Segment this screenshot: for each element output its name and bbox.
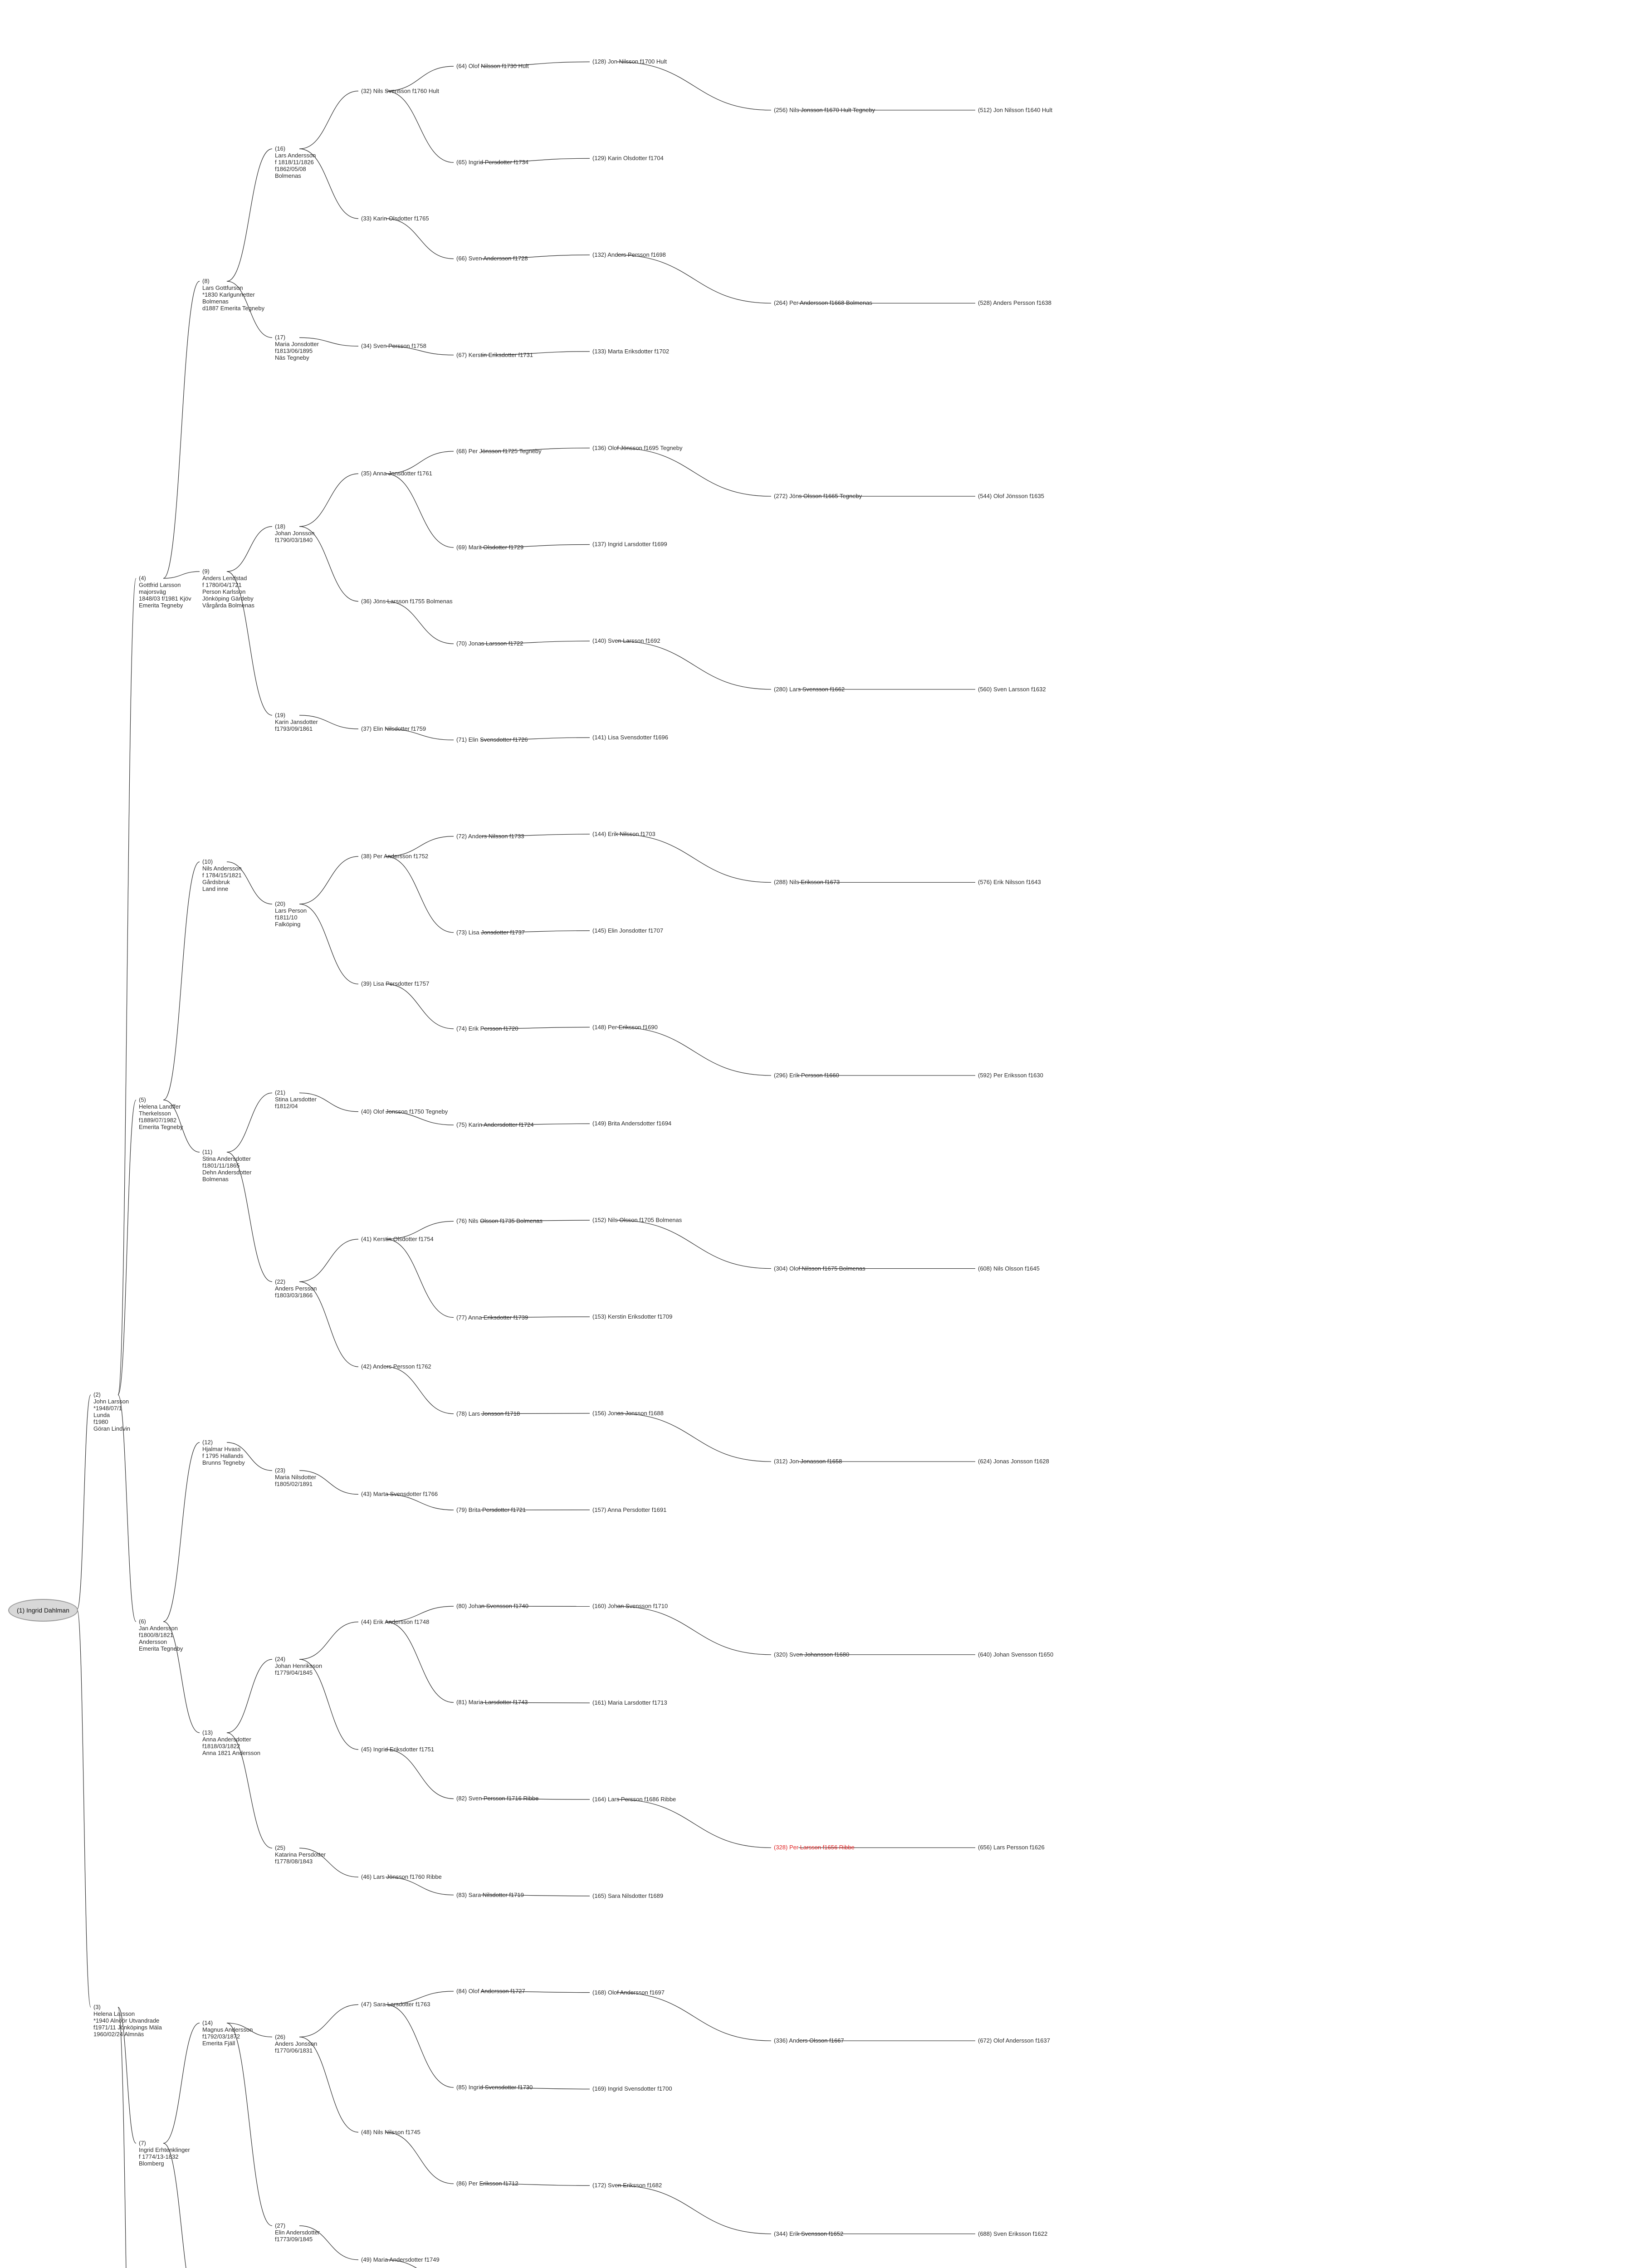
connector-line [227,527,272,572]
connector-line [617,1220,771,1268]
connector-line [118,1100,136,1395]
person-node[interactable]: (312) Jon Jonasson f1658 [774,1458,842,1465]
person-node[interactable]: (137) Ingrid Larsdotter f1699 [592,541,667,548]
person-node[interactable]: (160) Johan Svensson f1710 [592,1603,668,1610]
person-node[interactable]: (140) Sven Larsson f1692 [592,637,660,645]
person-node[interactable]: (76) Nils Olsson f1735 Bolmenas [456,1217,543,1225]
person-node[interactable]: (11) Stina Andersdotter f1801/11/1865 Dehn Andersdotter Bolmenas [202,1149,252,1183]
connector-line [617,62,771,110]
connector-line [227,1659,272,1733]
person-node[interactable]: (43) Marta Svensdotter f1766 [361,1491,438,1498]
person-node[interactable]: (78) Lars Jonsson f1718 [456,1410,520,1417]
person-node[interactable]: (19) Karin Jansdotter f1793/09/1861 [275,711,318,732]
person-node[interactable]: (129) Karin Olsdotter f1704 [592,155,664,162]
connector-line [386,1750,454,1799]
person-node[interactable]: (84) Olof Andersson f1727 [456,1987,525,1994]
person-node[interactable]: (336) Anders Olsson f1667 [774,2037,844,2044]
person-node[interactable]: (68) Per Jönsson f1725 Tegneby [456,447,542,455]
person-node[interactable]: (576) Erik Nilsson f1643 [978,879,1041,886]
person-node[interactable]: (544) Olof Jönsson f1635 [978,493,1044,500]
connector-line [299,91,358,149]
connector-line [386,856,454,933]
connector-line [299,904,358,984]
person-node[interactable]: (152) Nils Olsson f1705 Bolmenas [592,1217,682,1224]
person-node[interactable]: (288) Nils Eriksson f1673 [774,879,840,886]
connector-line [617,834,771,882]
person-node[interactable]: (10) Nils Andersson f 1784/15/1821 Gårdsbruk Land inne [202,858,242,892]
person-node[interactable]: (22) Anders Persson f1803/03/1866 [275,1278,317,1299]
person-node[interactable]: (168) Olof Andersson f1697 [592,1989,665,1996]
person-node[interactable]: (688) Sven Eriksson f1622 [978,2230,1048,2237]
connector-line [386,219,454,259]
person-node[interactable]: (144) Erik Nilsson f1703 [592,830,655,837]
person-node[interactable]: (16) Lars Andersson f 1818/11/1826 f1862/05/08 Bolmenas [275,145,316,180]
connector-line [617,1027,771,1075]
person-node[interactable]: (83) Sara Nilsdotter f1719 [456,1891,524,1898]
connector-line [386,2004,454,2087]
person-node[interactable]: (32) Nils Svensson f1760 Hult [361,87,439,94]
person-node[interactable]: (164) Lars Persson f1686 Ribbe [592,1796,676,1803]
person-node[interactable]: (320) Sven Johansson f1680 [774,1651,850,1658]
person-node[interactable]: (304) Olof Nilsson f1675 Bolmenas [774,1265,865,1272]
connector-line [163,862,200,1100]
person-node[interactable]: (82) Sven Persson f1716 Ribbe [456,1795,539,1802]
person-node[interactable]: (79) Brita Persdotter f1721 [456,1506,526,1513]
person-node[interactable]: (47) Sara Larsdotter f1763 [361,2001,430,2008]
person-node[interactable]: (21) Stina Larsdotter f1812/04 [275,1089,317,1110]
person-node[interactable]: (7) Ingrid Erhtenklinger f 1774/13-1832 Blomberg [139,2140,190,2167]
connector-line [299,2004,358,2037]
person-node[interactable]: (71) Elin Svensdotter f1726 [456,736,528,743]
connector-line [386,91,454,163]
person-node[interactable]: (608) Nils Olsson f1645 [978,1265,1040,1272]
connector-line [299,1622,358,1660]
person-node[interactable]: (86) Per Eriksson f1712 [456,2180,518,2187]
person-node[interactable]: (49) Maria Andersdotter f1749 [361,2256,440,2263]
person-node[interactable]: (344) Erik Svensson f1652 [774,2230,844,2237]
connector-line [77,1609,91,2007]
person-node[interactable]: (2) John Larsson *1948/07/1 Lunda f1980 Göran Lindvin [93,1391,130,1432]
person-node[interactable]: (24) Johan Henriksson f1779/04/1845 [275,1656,323,1677]
person-node[interactable]: (85) Ingrid Svensdotter f1730 [456,2084,533,2091]
person-node[interactable]: (77) Anna Eriksdotter f1739 [456,1314,528,1321]
connector-line [617,255,771,303]
person-node[interactable]: (161) Maria Larsdotter f1713 [592,1699,667,1706]
connector-line [163,281,200,578]
person-node[interactable]: (169) Ingrid Svensdotter f1700 [592,2085,672,2092]
person-node[interactable]: (67) Kerstin Eriksdotter f1731 [456,351,533,358]
connector-line [299,856,358,904]
person-node[interactable]: (12) Hjalmar Hvass f 1795 Hallands Brunns Tegneby [202,1439,245,1466]
person-node[interactable]: (81) Maria Larsdotter f1743 [456,1699,528,1706]
person-node[interactable]: (48) Nils Nilsson f1745 [361,2128,420,2136]
person-node[interactable]: (80) Johan Svensson f1740 [456,1603,528,1610]
person-node[interactable]: (65) Ingrid Persdotter f1734 [456,159,528,166]
person-node[interactable]: (4) Gottfrid Larsson majorsväg 1848/03 f/1981 Kjöv Emerita Tegneby [139,575,191,609]
person-node[interactable]: (153) Kerstin Eriksdotter f1709 [592,1313,673,1320]
person-node[interactable]: (656) Lars Persson f1626 [978,1844,1045,1851]
person-node[interactable]: (39) Lisa Persdotter f1757 [361,980,430,987]
connector-line [118,578,136,1395]
person-node[interactable]: (280) Lars Svensson f1662 [774,685,845,693]
person-node[interactable]: (20) Lars Person f1811/10 Falköping [275,900,307,928]
connector-line [227,1093,272,1152]
connector-line [386,474,454,547]
person-node[interactable]: (70) Jonas Larsson f1722 [456,640,523,647]
person-node[interactable]: (40) Olof Jonsson f1750 Tegneby [361,1108,448,1115]
person-node[interactable]: (136) Olof Jönsson f1695 Tegneby [592,444,683,451]
person-node[interactable]: (148) Per Eriksson f1690 [592,1023,658,1031]
root-person-node[interactable]: (1) Ingrid Dahlman [8,1599,78,1622]
person-node[interactable]: (296) Erik Persson f1660 [774,1071,839,1079]
connector-line [617,641,771,689]
connector-line [227,149,272,281]
connector-line [77,1395,91,1609]
connector-line [299,474,358,526]
connector-line [299,1239,358,1282]
connector-line [163,1442,200,1622]
person-node[interactable]: (69) Marit Olsdotter f1729 [456,544,524,551]
person-node[interactable]: (5) Helena Landffer Therkelsson f1889/07/1982 Emerita Tegneby [139,1096,183,1130]
person-node[interactable]: (14) Magnus Andersson f1792/03/1872 Emerita Fjäll [202,2019,253,2047]
person-node[interactable]: (328) Per Larsson f1656 Ribbe [774,1844,855,1851]
person-node[interactable]: (512) Jon Nilsson f1640 Hult [978,106,1053,113]
person-node[interactable]: (44) Erik Andersson f1748 [361,1618,430,1625]
person-node[interactable]: (41) Kerstin Olsdotter f1754 [361,1235,434,1242]
person-node[interactable]: (256) Nils Jonsson f1670 Hult Tegneby [774,106,875,113]
person-node[interactable]: (592) Per Eriksson f1630 [978,1071,1043,1079]
connector-line [617,448,771,496]
person-node[interactable]: (156) Jonas Jonsson f1688 [592,1409,664,1417]
person-node[interactable]: (141) Lisa Svensdotter f1696 [592,734,668,741]
person-node[interactable]: (6) Jan Andersson f1800/8/1821 Andersson Emerita Tegneby [139,1618,183,1652]
connector-line [617,1413,771,1461]
person-node[interactable]: (46) Lars Jönsson f1760 Ribbe [361,1873,442,1881]
person-node[interactable]: (157) Anna Persdotter f1691 [592,1506,667,1513]
person-node[interactable]: (672) Olof Andersson f1637 [978,2037,1050,2044]
person-node[interactable]: (13) Anna Andersdotter f1818/03/1822 Anna 1821 Andersson [202,1729,260,1756]
person-node[interactable]: (38) Per Andersson f1752 [361,853,429,860]
person-node[interactable]: (42) Anders Persson f1762 [361,1363,431,1370]
person-node[interactable]: (8) Lars Gottfurson *1830 Karlgunnetter Bolmenas d1887 Emerita Tegneby [202,278,265,312]
person-node[interactable]: (3) Helena Larsson *1940 Alnöör Utvandrade f1971/11 Jönköpings Mäla 1960/02/24 Almnäs [93,2004,162,2038]
person-node[interactable]: (66) Sven Andersson f1728 [456,255,528,262]
person-node[interactable]: (560) Sven Larsson f1632 [978,685,1046,693]
person-node[interactable]: (18) Johan Jonsson f1790/03/1840 [275,523,315,543]
person-node[interactable]: (35) Anna Jonsdotter f1761 [361,470,432,477]
connector-line [163,2023,200,2143]
person-node[interactable]: (33) Karin Olsdotter f1765 [361,215,429,222]
person-node[interactable]: (36) Jöns Larsson f1755 Bolmenas [361,597,453,605]
person-node[interactable]: (624) Jonas Jonsson f1628 [978,1458,1049,1465]
person-node[interactable]: (172) Sven Eriksson f1682 [592,2182,662,2189]
connector-line [227,2023,272,2226]
connector-line [617,1799,771,1848]
connector-line [386,601,454,644]
connector-line [617,1993,771,2041]
connector-line [617,1606,771,1654]
person-node[interactable]: (165) Sara Nilsdotter f1689 [592,1892,664,1899]
person-node[interactable]: (17) Maria Jonsdotter f1813/06/1895 Näs Tegneby [275,334,319,362]
person-node[interactable]: (26) Anders Jonsson f1770/06/1831 [275,2033,318,2054]
person-node[interactable]: (145) Elin Jonsdotter f1707 [592,927,664,934]
connector-line [386,1239,454,1318]
connector-line [386,2132,454,2184]
person-node[interactable]: (64) Olof Nilsson f1730 Hult [456,63,529,70]
person-node[interactable]: (9) Anders Lendstad f 1780/04/1721 Person Karlsson Jönköping Gärdeby Vårgårda Bolmenas [202,568,254,609]
person-node[interactable]: (264) Per Andersson f1668 Bolmenas [774,299,872,307]
person-node[interactable]: (72) Anders Nilsson f1733 [456,832,524,840]
person-node[interactable]: (45) Ingrid Eriksdotter f1751 [361,1745,435,1753]
connector-line [386,1367,454,1414]
person-node[interactable]: (23) Maria Nilsdotter f1805/02/1891 [275,1466,317,1487]
person-node[interactable]: (640) Johan Svensson f1650 [978,1651,1054,1658]
person-node[interactable]: (75) Karin Andersdotter f1724 [456,1121,534,1129]
person-node[interactable]: (133) Marta Eriksdotter f1702 [592,347,670,355]
person-node[interactable]: (149) Brita Andersdotter f1694 [592,1120,672,1127]
person-node[interactable]: (128) Jon Nilsson f1700 Hult [592,58,667,65]
person-node[interactable]: (73) Lisa Jonsdotter f1737 [456,929,525,936]
person-node[interactable]: (528) Anders Persson f1638 [978,299,1051,307]
person-node[interactable]: (25) Katarina Persdotter f1778/08/1843 [275,1844,326,1865]
person-node[interactable]: (272) Jöns Olsson f1665 Tegneby [774,493,862,500]
person-node[interactable]: (74) Erik Persson f1720 [456,1025,518,1032]
person-node[interactable]: (132) Anders Persson f1698 [592,251,666,259]
connector-line [386,1622,454,1703]
person-node[interactable]: (37) Elin Nilsdotter f1759 [361,725,426,732]
connector-line [617,2185,771,2234]
person-node[interactable]: (34) Sven Persson f1758 [361,342,426,350]
person-node[interactable]: (27) Elin Andersdotter f1773/09/1845 [275,2222,320,2243]
connector-line [386,984,454,1029]
